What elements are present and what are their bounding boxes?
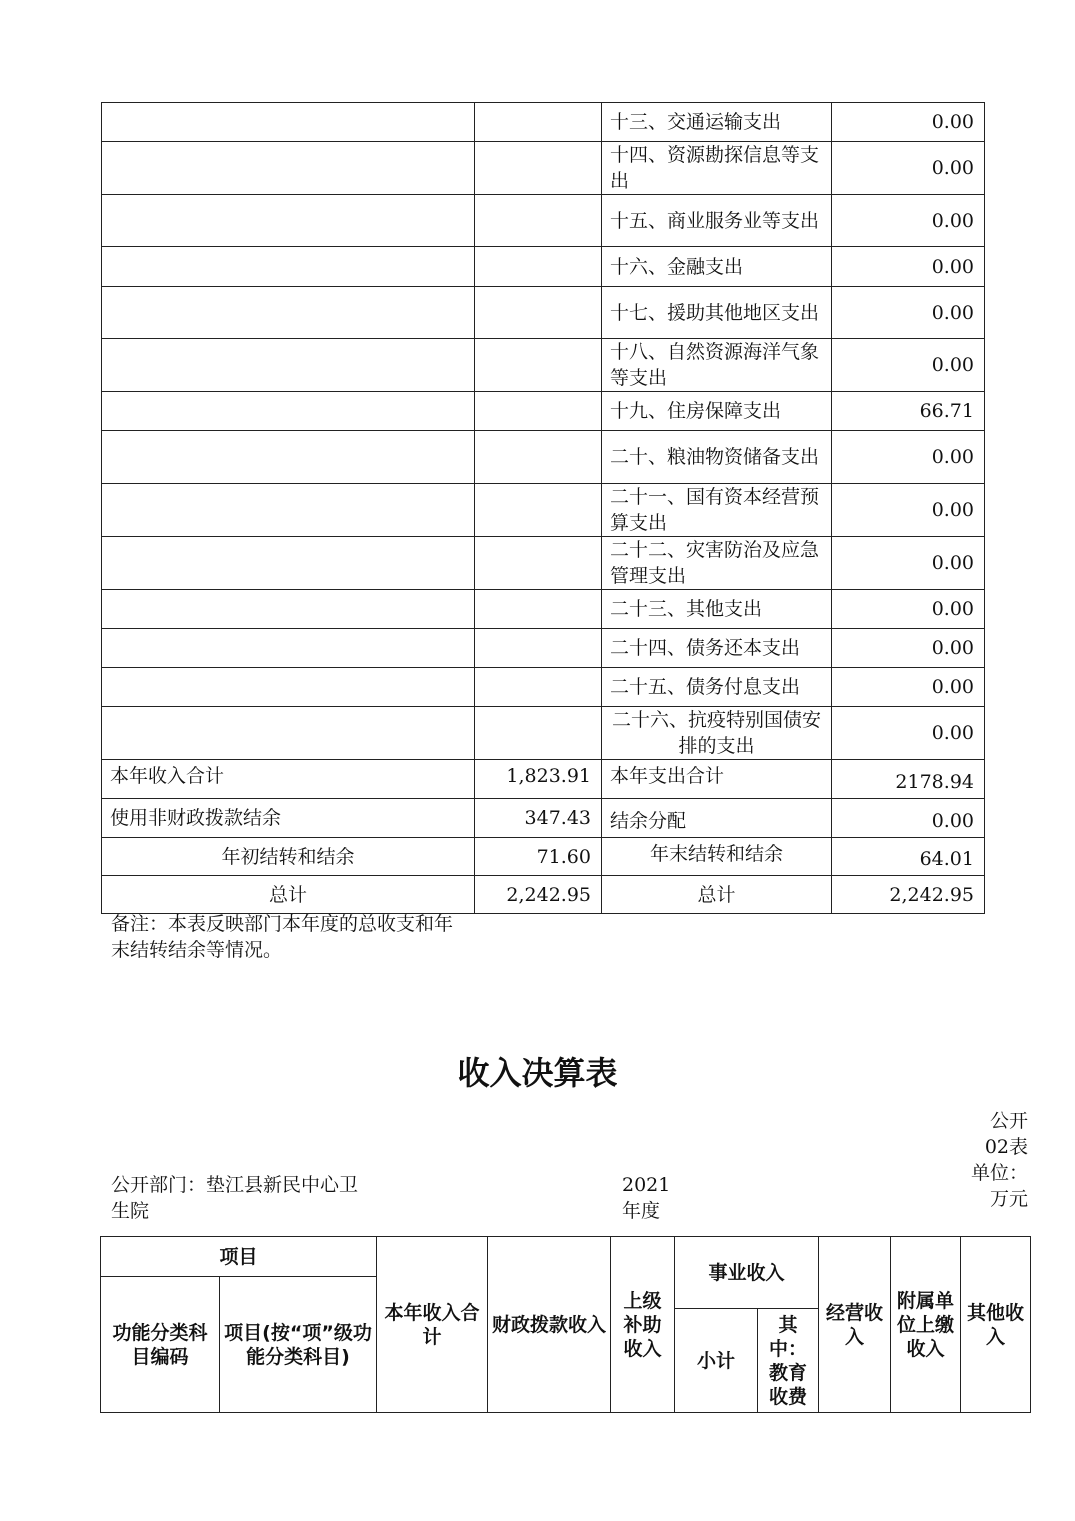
header-other: 其他收入 [961,1237,1031,1413]
left-label [102,392,475,431]
left-value: 71.60 [475,838,602,876]
header-project-name: 项目(按“项”级功能分类科目) [220,1277,377,1413]
left-label: 年初结转和结余 [102,838,475,876]
right-label: 二十二、灾害防治及应急管理支出 [602,537,832,590]
left-label [102,287,475,339]
left-label [102,247,475,287]
table-row [102,142,985,195]
table-row [102,247,985,287]
right-value: 2,242.95 [832,876,985,914]
unit-label: 单位：万元 [970,1162,1028,1210]
table-row [102,590,985,629]
right-label: 二十一、国有资本经营预算支出 [602,484,832,537]
table-row [102,838,985,876]
left-label [102,195,475,247]
left-value [475,195,602,247]
right-value: 0.00 [832,537,985,590]
left-label [102,537,475,590]
right-value: 0.00 [832,339,985,392]
table-row [102,339,985,392]
table-row [102,392,985,431]
right-value: 0.00 [832,799,985,838]
left-label [102,431,475,484]
right-value: 0.00 [832,668,985,707]
left-label [102,668,475,707]
right-value: 66.71 [832,392,985,431]
left-value: 2,242.95 [475,876,602,914]
left-label [102,629,475,668]
right-value: 0.00 [832,103,985,142]
right-label: 本年支出合计 [602,760,832,799]
left-value [475,484,602,537]
left-value [475,431,602,484]
table-row [102,484,985,537]
right-value: 0.00 [832,142,985,195]
right-value: 0.00 [832,195,985,247]
right-label: 二十、粮油物资储备支出 [602,431,832,484]
right-value: 0.00 [832,629,985,668]
left-label [102,142,475,195]
right-label: 年末结转和结余 [602,838,832,876]
right-value: 64.01 [832,838,985,876]
left-value [475,537,602,590]
right-value: 2178.94 [832,760,985,799]
right-label: 二十五、债务付息支出 [602,668,832,707]
header-func-code: 功能分类科目编码 [101,1277,220,1413]
header-superior: 上级补助收入 [611,1237,675,1413]
form-code: 公开02表 [984,1110,1028,1158]
right-label: 十七、援助其他地区支出 [602,287,832,339]
form-code-and-unit [968,1108,1028,1212]
left-label [102,339,475,392]
right-value: 0.00 [832,287,985,339]
left-label: 使用非财政拨款结余 [102,799,475,838]
right-value: 0.00 [832,247,985,287]
department-label: 公开部门：垫江县新民中心卫生院 [111,1174,359,1222]
left-value: 1,823.91 [475,760,602,799]
summary-table [101,102,985,914]
table-row [102,876,985,914]
left-label [102,707,475,760]
table-row [102,103,985,142]
year-label: 2021年度 [622,1174,671,1222]
right-label: 二十六、抗疫特别国债安排的支出 [602,707,832,760]
right-label: 十三、交通运输支出 [602,103,832,142]
right-label: 十五、商业服务业等支出 [602,195,832,247]
right-label: 二十三、其他支出 [602,590,832,629]
right-label: 结余分配 [602,799,832,838]
header-education-fee: 其中：教育收费 [758,1309,819,1413]
table-row [102,707,985,760]
left-value [475,142,602,195]
table-note: 备注：本表反映部门本年度的总收支和年末结转结余等情况。 [111,913,454,961]
left-value: 347.43 [475,799,602,838]
table-row [102,760,985,799]
left-value [475,590,602,629]
right-value: 0.00 [832,431,985,484]
header-project: 项目 [101,1237,377,1277]
header-subtotal: 小计 [675,1309,758,1413]
right-value: 0.00 [832,590,985,629]
left-value [475,668,602,707]
header-operating: 经营收入 [819,1237,891,1413]
page-title: 收入决算表 [457,1054,618,1092]
left-label [102,590,475,629]
table-row [102,195,985,247]
table-row [102,668,985,707]
right-label: 二十四、债务还本支出 [602,629,832,668]
left-label: 总计 [102,876,475,914]
income-table [100,1236,1031,1413]
right-value: 0.00 [832,707,985,760]
header-fiscal: 财政拨款收入 [488,1237,611,1413]
right-label: 十六、金融支出 [602,247,832,287]
left-value [475,103,602,142]
header-row [101,1237,1031,1277]
table-row [102,537,985,590]
left-value [475,629,602,668]
table-row [102,431,985,484]
left-value [475,287,602,339]
left-value [475,247,602,287]
left-label [102,103,475,142]
right-label: 十八、自然资源海洋气象等支出 [602,339,832,392]
left-value [475,707,602,760]
left-label [102,484,475,537]
header-total-income: 本年收入合计 [377,1237,488,1413]
left-value [475,339,602,392]
right-label: 十九、住房保障支出 [602,392,832,431]
left-value [475,392,602,431]
right-label: 十四、资源勘探信息等支出 [602,142,832,195]
header-business: 事业收入 [675,1237,819,1309]
left-label: 本年收入合计 [102,760,475,799]
header-affiliated: 附属单位上缴收入 [891,1237,961,1413]
right-value: 0.00 [832,484,985,537]
table-row [102,287,985,339]
table-row [102,799,985,838]
right-label: 总计 [602,876,832,914]
table-row [102,629,985,668]
